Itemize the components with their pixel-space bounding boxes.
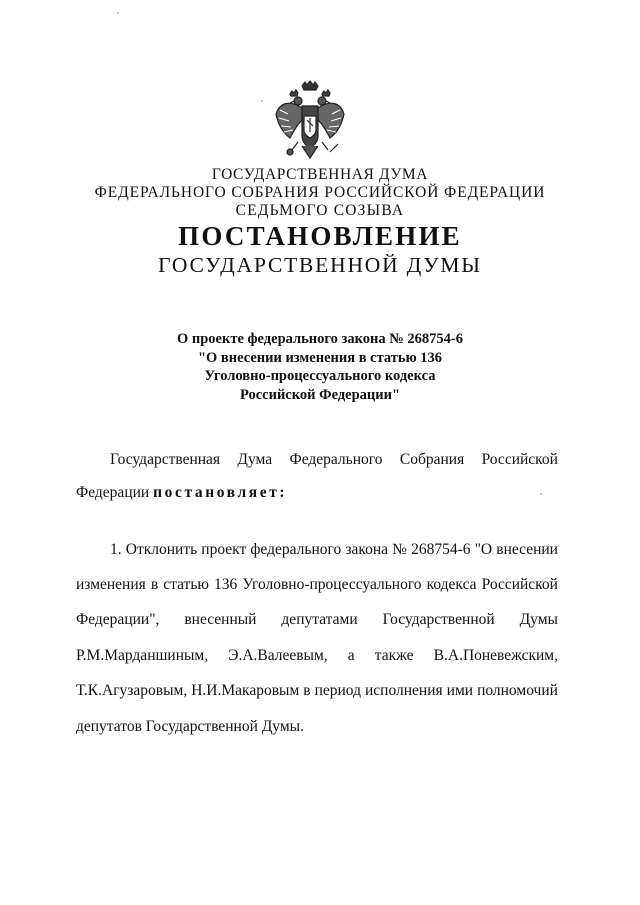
preamble-line-2 bbox=[76, 483, 558, 503]
word: Российской bbox=[481, 576, 558, 593]
word: Федерального bbox=[289, 451, 383, 468]
subject-line-3: Уголовно-процессуального кодекса bbox=[204, 368, 436, 384]
paragraph-1-line-5 bbox=[76, 681, 558, 701]
word: а bbox=[347, 647, 355, 664]
word: 1. bbox=[110, 541, 122, 558]
word: Р.М.Марданшиным, bbox=[76, 647, 209, 664]
word: Федерации", bbox=[76, 611, 160, 628]
word: Т.К.Агузаровым, bbox=[76, 682, 188, 699]
word: федерального bbox=[250, 541, 342, 558]
word: закона bbox=[345, 541, 389, 558]
word: Государственной bbox=[382, 611, 495, 628]
preamble-line-1 bbox=[110, 450, 558, 470]
word: Н.И.Макаровым bbox=[191, 682, 300, 699]
word: депутатами bbox=[281, 611, 358, 628]
word: В.А.Поневежским, bbox=[433, 647, 558, 664]
paragraph-1-line-2 bbox=[76, 575, 558, 595]
word: 136 bbox=[214, 576, 238, 593]
word: Российской bbox=[481, 451, 558, 468]
paragraph-1-line-6: депутатов Государственной Думы. bbox=[76, 718, 304, 735]
word: Дума bbox=[237, 451, 273, 468]
word: "О bbox=[474, 541, 493, 558]
issuer-line-2: ФЕДЕРАЛЬНОГО СОБРАНИЯ РОССИЙСКОЙ ФЕДЕРАЦИИ bbox=[94, 184, 546, 201]
word: Думы bbox=[519, 611, 558, 628]
russian-coat-of-arms-icon bbox=[272, 80, 348, 164]
word: Отклонить bbox=[125, 541, 198, 558]
scan-speck bbox=[540, 493, 542, 495]
document-subtitle: ГОСУДАРСТВЕННОЙ ДУМЫ bbox=[158, 253, 482, 277]
word: Уголовно-процессуального bbox=[242, 576, 422, 593]
word: проект bbox=[201, 541, 247, 558]
subject-line-2: "О внесении изменения в статью 136 bbox=[197, 349, 443, 366]
word: изменения bbox=[76, 576, 146, 593]
word: кодекса bbox=[426, 576, 477, 593]
word: внесении bbox=[496, 541, 558, 558]
document-title: ПОСТАНОВЛЕНИЕ bbox=[178, 221, 462, 251]
subject-heading bbox=[0, 330, 640, 404]
word: 268754-6 bbox=[411, 541, 471, 558]
word: Собрания bbox=[399, 451, 465, 468]
word: в bbox=[303, 682, 311, 699]
word: ими bbox=[446, 682, 474, 699]
issuer-line-3: СЕДЬМОГО СОЗЫВА bbox=[235, 202, 405, 219]
subject-line-4: Российской Федерации" bbox=[239, 386, 401, 403]
word: Э.А.Валеевым, bbox=[228, 647, 328, 664]
word: исполнения bbox=[365, 682, 443, 699]
word: в bbox=[150, 576, 159, 593]
word: полномочий bbox=[477, 682, 558, 699]
word: статью bbox=[163, 576, 209, 593]
paragraph-1-line-4 bbox=[76, 646, 558, 666]
scan-speck bbox=[261, 100, 263, 102]
issuer-line-1: ГОСУДАРСТВЕННАЯ ДУМА bbox=[211, 166, 429, 183]
word: период bbox=[314, 682, 361, 699]
decree-verb: постановляет: bbox=[153, 484, 288, 501]
paragraph-1-line-3 bbox=[76, 610, 558, 630]
word: Федерации bbox=[76, 484, 150, 501]
scan-speck bbox=[117, 12, 119, 14]
word: № bbox=[392, 541, 407, 558]
paragraph-1-line-1 bbox=[110, 540, 558, 560]
word: внесенный bbox=[184, 611, 257, 628]
word: также bbox=[374, 647, 414, 664]
word: Государственная bbox=[110, 451, 221, 468]
subject-line-1: О проекте федерального закона № 268754-6 bbox=[176, 331, 464, 347]
